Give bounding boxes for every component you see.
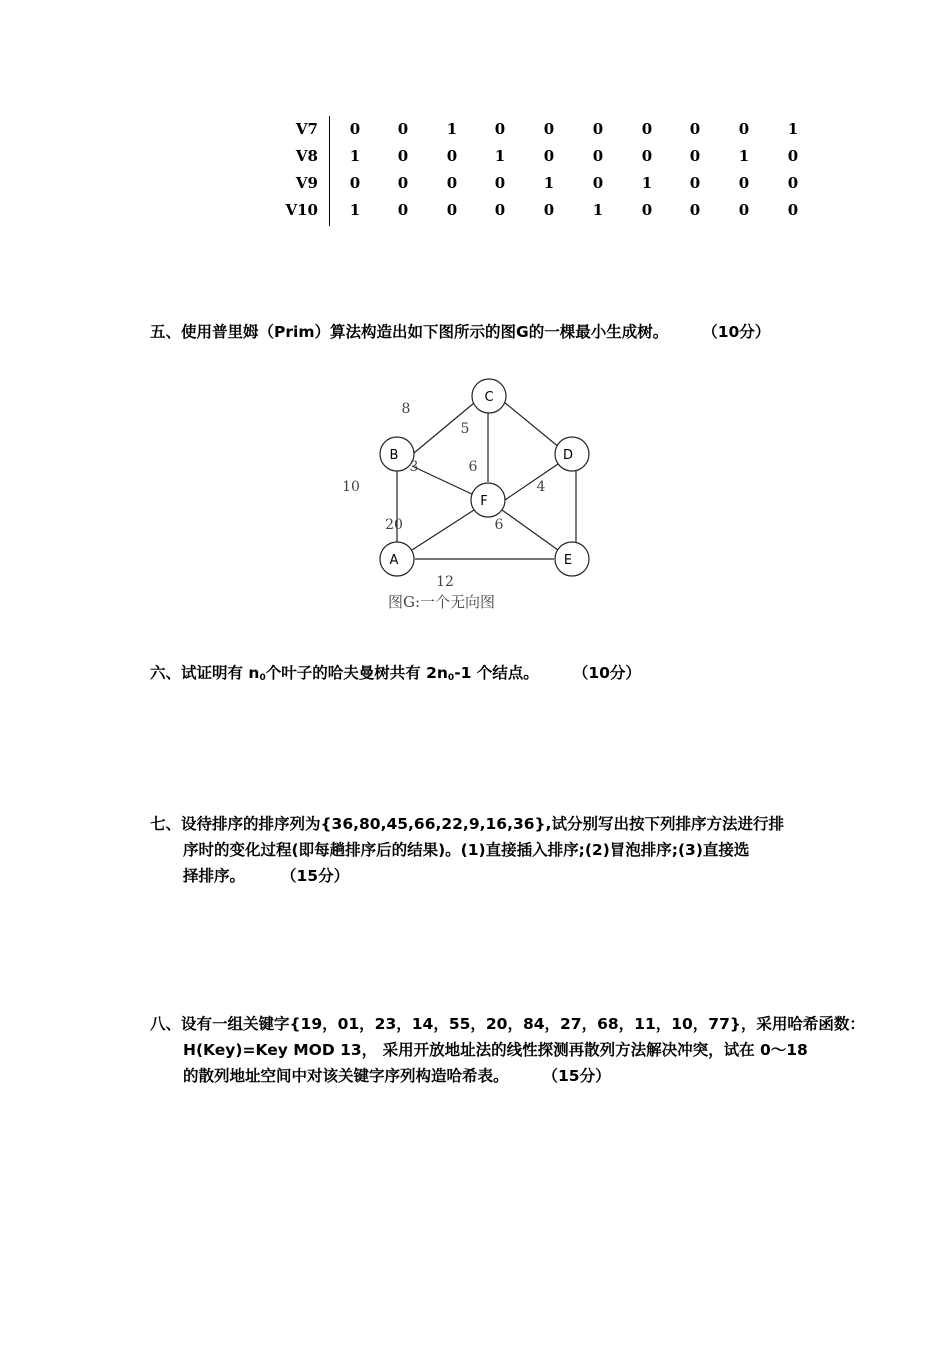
weight-label-AB: 10 [342,479,360,495]
question-7-score: （15分） [281,867,350,885]
weight-label-DE: 20 [385,517,403,533]
matrix-cell: 1 [446,120,458,138]
matrix-cell: 0 [787,201,799,219]
weight-label-BC: 8 [401,401,411,417]
matrix-cell: 0 [738,174,750,192]
node-F-label: F [480,494,488,509]
node-A-label: A [389,553,399,568]
matrix-cell: 0 [689,174,701,192]
matrix-row-label: V10 [285,201,318,219]
matrix-row [284,170,824,197]
matrix-cell: 1 [787,120,799,138]
matrix-cell: 1 [349,201,361,219]
weight-label-EF: 6 [494,517,504,533]
matrix-row [284,116,824,143]
weight-label-DF: 6 [468,459,478,475]
matrix-cell: 1 [641,174,653,192]
matrix-cell: 0 [738,120,750,138]
matrix-cell: 0 [446,201,458,219]
matrix-cell: 0 [349,120,361,138]
matrix-row-label: V7 [295,120,318,138]
weight-label-CF: 5 [460,421,470,437]
question-7-line1: 七、设待排序的排序列为{36,80,45,66,22,9,16,36},试分别写出按下列排序方法进行排 [150,815,784,833]
matrix-cell: 0 [446,174,458,192]
matrix-cell: 0 [689,120,701,138]
adjacency-matrix [284,116,824,228]
edge-CD [504,402,560,448]
matrix-cell: 1 [592,201,604,219]
node-F [471,483,505,517]
graph-caption: 图G:一个无向图 [388,593,496,611]
matrix-cell: 0 [494,174,506,192]
matrix-row-label: V8 [295,147,318,165]
matrix-cell: 0 [787,147,799,165]
matrix-cell: 0 [592,147,604,165]
weight-label-AE: 12 [436,574,454,590]
question-6-post: -1 个结点。 [454,664,539,682]
matrix-cell: 0 [349,174,361,192]
question-5-text: 五、使用普里姆（Prim）算法构造出如下图所示的图G的一棵最小生成树。 [150,323,669,341]
question-5 [150,319,770,345]
matrix-cell: 0 [397,201,409,219]
question-8-line1: 八、设有一组关键字{19，01，23，14，55，20，84，27，68，11，10，77}，采用哈希函数： [150,1015,865,1033]
edge-EF [502,510,558,550]
matrix-cell: 0 [592,174,604,192]
matrix-cell: 0 [641,147,653,165]
question-8-score: （15分） [542,1067,611,1085]
matrix-row [284,143,824,170]
matrix-cell: 0 [592,120,604,138]
matrix-cell: 0 [397,174,409,192]
edge-BF [412,466,476,496]
node-D-label: D [562,448,574,463]
matrix-cell: 0 [689,147,701,165]
matrix-row [284,197,824,224]
matrix-cell: 0 [446,147,458,165]
weight-label-BF: 3 [409,459,419,475]
question-7-line3 [150,863,784,889]
matrix-cell: 0 [641,201,653,219]
question-6 [150,660,641,691]
matrix-cell: 1 [494,147,506,165]
edge-DF [502,464,558,502]
node-B-label: B [389,448,399,463]
question-6-mid: 个叶子的哈夫曼树共有 2n [265,664,448,682]
matrix-cell: 0 [397,147,409,165]
matrix-cell: 0 [787,174,799,192]
question-6-score: （10分） [572,664,641,682]
node-C-label: C [484,390,494,405]
question-8-line3 [150,1063,865,1089]
matrix-cell: 0 [641,120,653,138]
question-6-pre: 六、试证明有 n [150,664,260,682]
matrix-cell: 1 [543,174,555,192]
matrix-cell: 1 [349,147,361,165]
question-7-line3-text: 择排序。 [183,867,246,885]
matrix-cell: 1 [738,147,750,165]
weight-label-CD: 4 [536,479,546,495]
question-8-line2: H(Key)=Key MOD 13， 采用开放地址法的线性探测再散列方法解决冲突，试在 0～18 [183,1041,808,1059]
edge-AF [412,510,474,550]
matrix-cell: 0 [543,201,555,219]
question-7 [150,811,784,889]
matrix-row-label: V9 [295,174,318,192]
matrix-cell: 0 [494,201,506,219]
matrix-cell: 0 [397,120,409,138]
matrix-cell: 0 [494,120,506,138]
question-6-sub2: 0 [447,673,455,683]
matrix-cell: 0 [738,201,750,219]
question-8-line3-text: 的散列地址空间中对该关键字序列构造哈希表。 [183,1067,509,1085]
node-E-label: E [563,553,573,568]
matrix-cell: 0 [543,120,555,138]
matrix-cell: 0 [689,201,701,219]
question-5-score: （10分） [702,323,771,341]
question-8 [150,1011,865,1089]
question-6-sub1: 0 [259,673,266,683]
matrix-cell: 0 [543,147,555,165]
question-7-line2: 序时的变化过程(即每趟排序后的结果)。(1)直接插入排序;(2)冒泡排序;(3)直接选 [183,841,750,859]
